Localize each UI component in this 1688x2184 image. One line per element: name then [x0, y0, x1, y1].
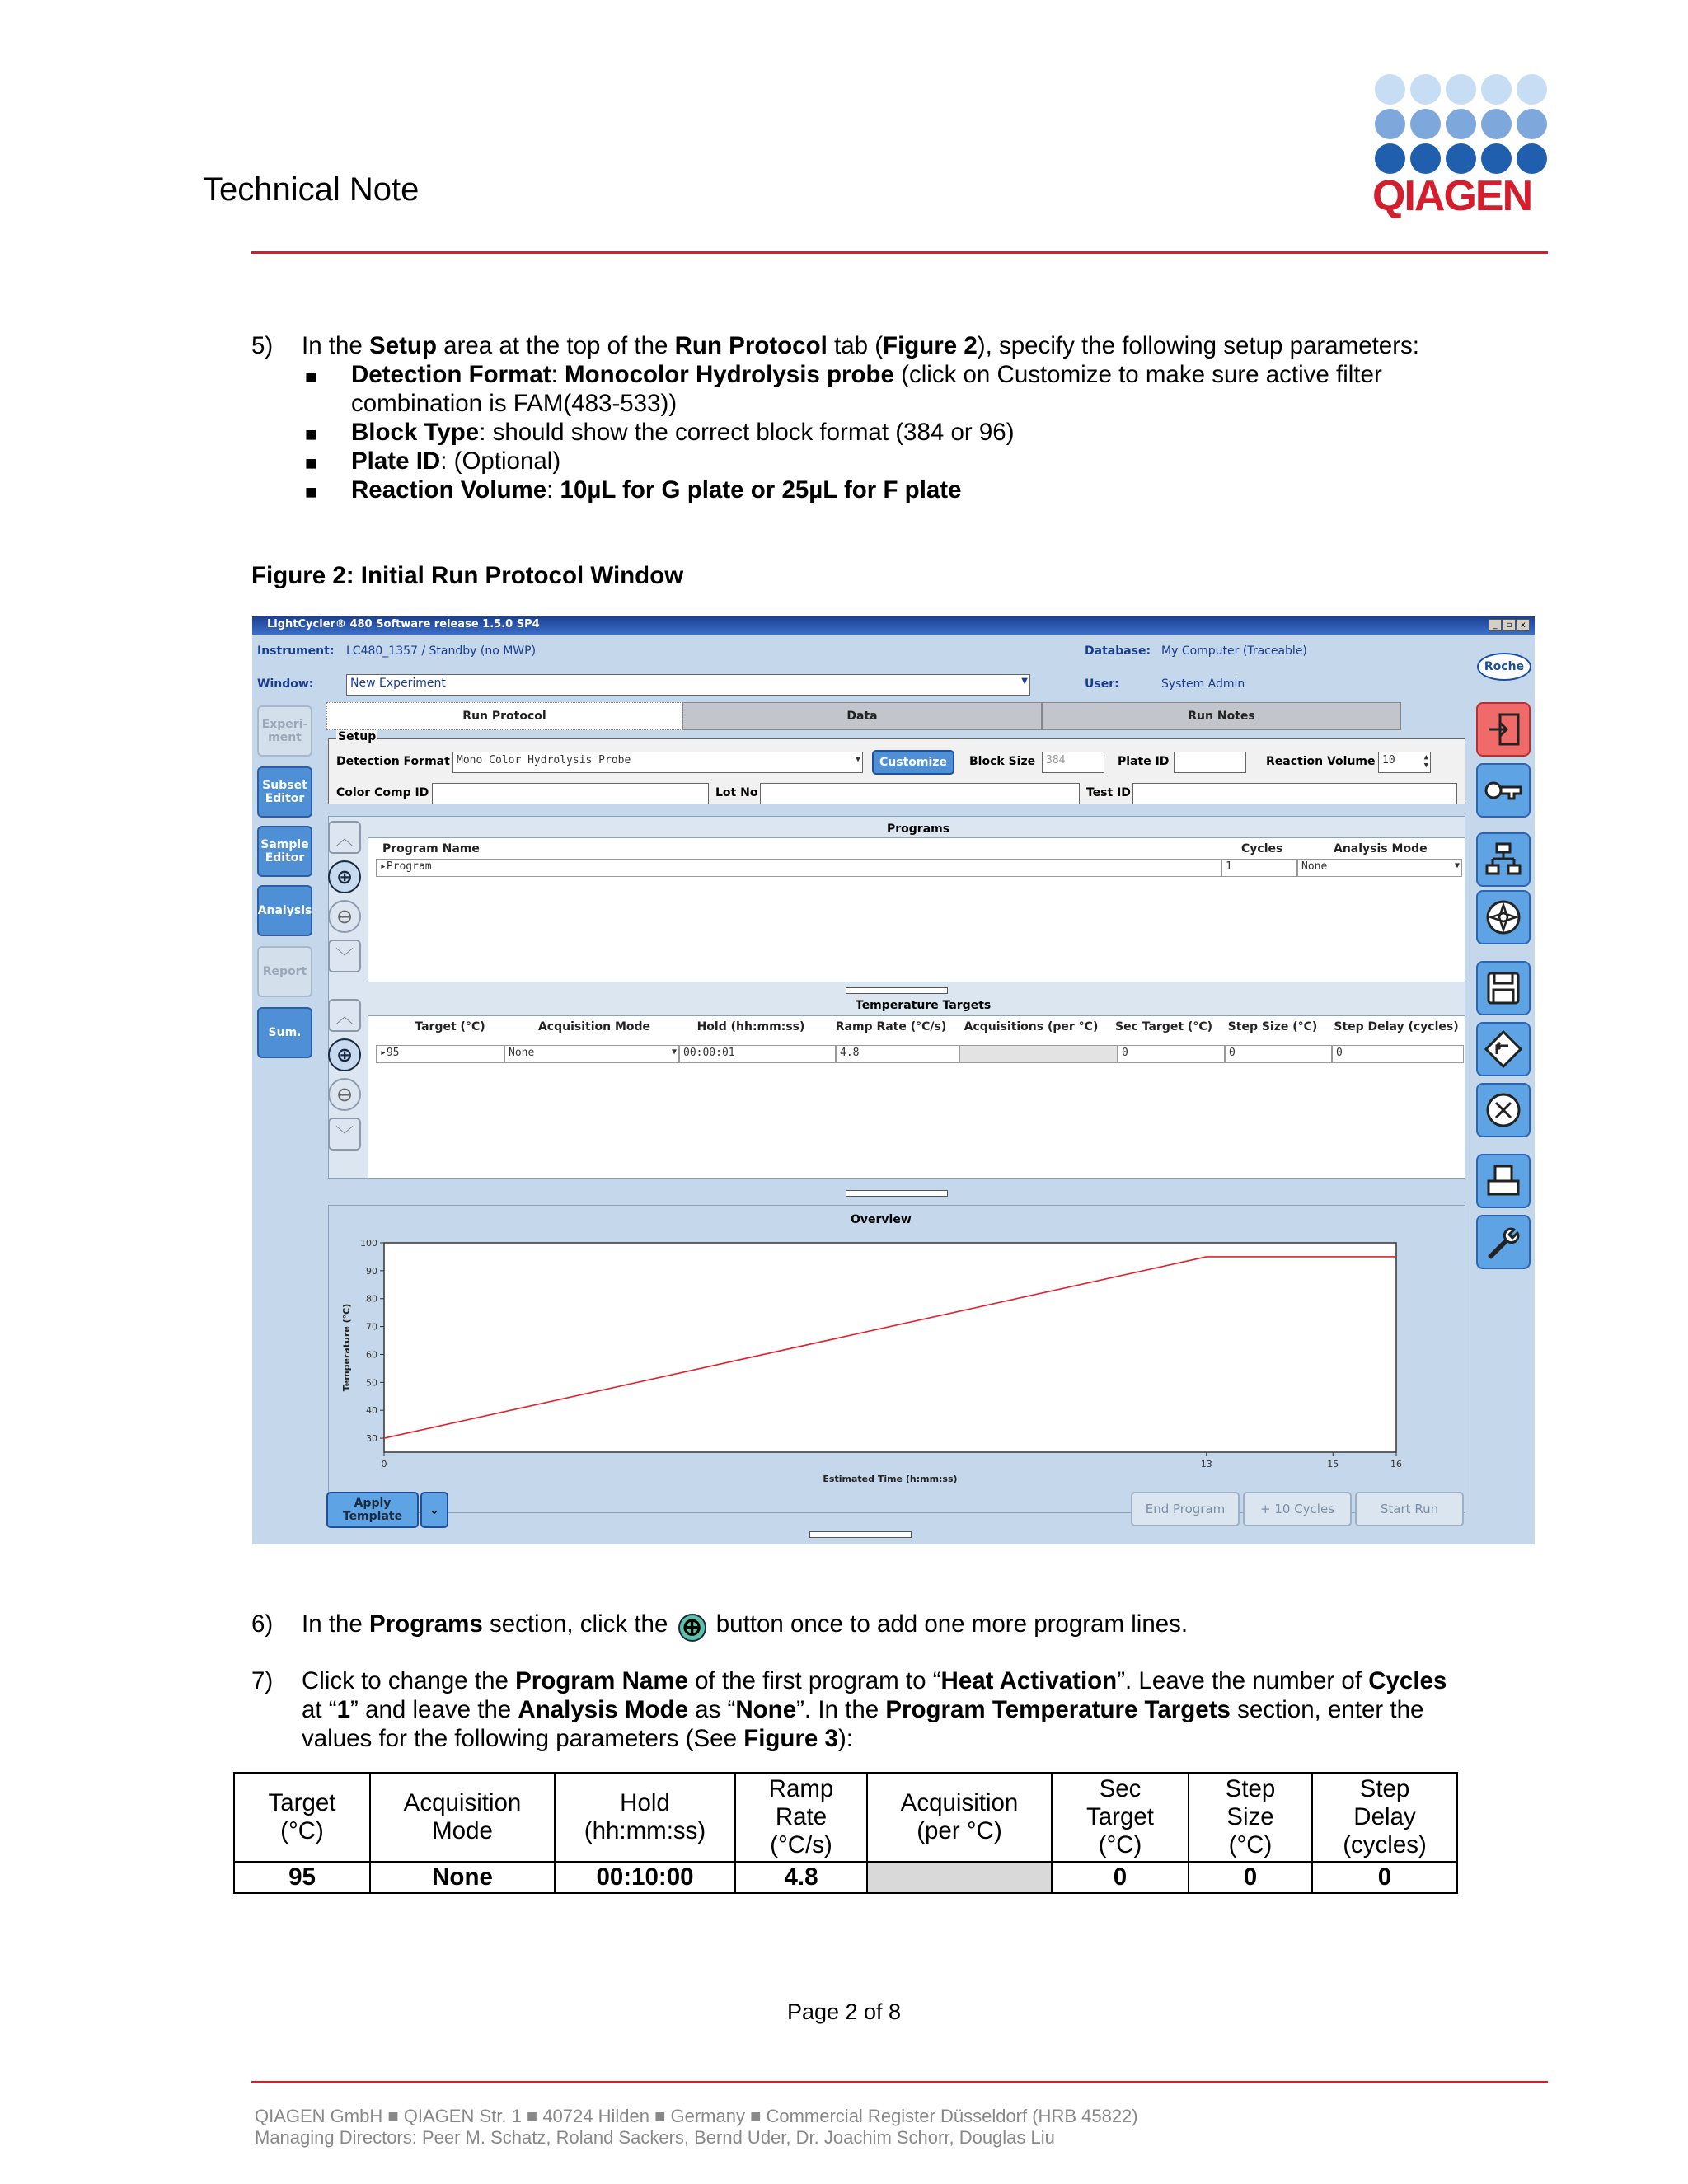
- footer-line-2: Managing Directors: Peer M. Schatz, Roland Sackers, Bernd Uder, Dr. Joachim Schorr, Douglas Liu: [255, 2127, 1055, 2148]
- table-cell: 0: [1052, 1862, 1189, 1893]
- programs-header-name: Program Name: [382, 842, 480, 855]
- user-value: System Admin: [1161, 677, 1245, 691]
- apply-icon[interactable]: [1476, 1022, 1531, 1076]
- targets-header: Ramp Rate (°C/s): [835, 1020, 947, 1033]
- logo-dot: [1375, 143, 1405, 174]
- step-5: [0, 331, 1688, 521]
- minimize-button[interactable]: _: [1489, 619, 1502, 631]
- page-number: Page 2 of 8: [786, 1999, 902, 2024]
- targets-header: Acquisitions (per °C): [964, 1020, 1099, 1033]
- y-tick-label: 50: [366, 1377, 377, 1389]
- table-cell: [867, 1862, 1052, 1893]
- figure-caption: Figure 2: Initial Run Protocol Window: [251, 562, 684, 589]
- lot-no-label: Lot No: [715, 786, 758, 799]
- instrument-label: Instrument:: [257, 644, 335, 658]
- user-label: User:: [1085, 677, 1119, 691]
- table-header: Ramp Rate (°C/s): [735, 1773, 867, 1862]
- qiagen-logo: QIAGEN: [1372, 172, 1532, 220]
- compass-icon[interactable]: [1476, 890, 1531, 944]
- step-number: 6): [251, 1610, 274, 1638]
- sidebar-report[interactable]: Report: [257, 946, 312, 997]
- plate-id-input[interactable]: [1174, 752, 1246, 773]
- step-number: 5): [251, 332, 274, 359]
- plate-layout-icon[interactable]: [1476, 832, 1531, 887]
- program-cycles-cell[interactable]: 1: [1221, 859, 1297, 877]
- logo-dot: [1517, 109, 1547, 139]
- bullet-icon: ■: [305, 366, 317, 388]
- table-header: Hold (hh:mm:ss): [555, 1773, 735, 1862]
- wrench-icon[interactable]: [1476, 1215, 1531, 1269]
- color-comp-label: Color Comp ID: [336, 786, 429, 799]
- splitter-handle[interactable]: [846, 1190, 948, 1197]
- reaction-volume-label: Reaction Volume: [1266, 755, 1376, 768]
- bullet-icon: ■: [305, 424, 317, 446]
- header-rule: [251, 251, 1548, 254]
- logo-dot: [1446, 109, 1476, 139]
- overview-chart: [328, 1228, 1465, 1513]
- logo-dot: [1517, 143, 1547, 174]
- logo-dot: [1481, 109, 1512, 139]
- targets-header: Step Size (°C): [1227, 1020, 1318, 1033]
- table-cell: 0: [1189, 1862, 1312, 1893]
- y-tick-label: 30: [366, 1433, 377, 1445]
- step-6-text: In the Programs section, click the ⊕ button once to add one more program lines.: [302, 1610, 1189, 1641]
- maximize-button[interactable]: ▫: [1503, 619, 1516, 631]
- remove-target-icon[interactable]: ⊖: [328, 1078, 361, 1111]
- plus-10-cycles-button[interactable]: + 10 Cycles: [1243, 1492, 1352, 1526]
- table-cell: None: [370, 1862, 555, 1893]
- programs-header-cycles: Cycles: [1241, 842, 1283, 855]
- stepper-icon: ▲ ▼: [1423, 753, 1428, 770]
- sidebar-sample-editor[interactable]: Sample Editor: [257, 826, 312, 877]
- setup-legend: Setup: [338, 730, 377, 743]
- app-title: LightCycler® 480 Software release 1.5.0 SP4: [267, 618, 540, 630]
- sidebar-analysis[interactable]: Analysis: [257, 885, 312, 936]
- step-7-text: Click to change the Program Name of the first program to “Heat Activation”. Leave the number of Cycles at “1” and leave the Analysis Mode as “None”. In the Program Temperature Targets section, enter the values for the following parameters (See Figure 3):: [302, 1667, 1447, 1752]
- targets-header: Target (°C): [415, 1020, 485, 1033]
- remove-program-icon[interactable]: ⊖: [328, 900, 361, 933]
- targets-header: Step Delay (cycles): [1334, 1020, 1459, 1033]
- x-tick-label: 0: [381, 1459, 387, 1469]
- x-axis-label: Estimated Time (h:mm:ss): [823, 1474, 958, 1484]
- target-cell[interactable]: ▸95: [376, 1045, 504, 1063]
- table-header: Target (°C): [234, 1773, 370, 1862]
- step-7: [0, 1666, 1688, 1757]
- app-titlebar: [252, 616, 1535, 635]
- move-up-icon[interactable]: ︿: [328, 821, 361, 854]
- logo-dot: [1375, 109, 1405, 139]
- table-cell: 95: [234, 1862, 370, 1893]
- step-size-cell[interactable]: 0: [1225, 1045, 1332, 1063]
- move-down-icon[interactable]: ﹀: [328, 1118, 361, 1151]
- save-icon[interactable]: [1476, 961, 1531, 1015]
- lightcycler-screenshot: [252, 616, 1535, 1544]
- database-label: Database:: [1085, 644, 1151, 658]
- ramp-rate-cell[interactable]: 4.8: [836, 1045, 959, 1063]
- logo-dot: [1446, 74, 1476, 105]
- chevron-down-icon: ▼: [671, 1047, 677, 1057]
- targets-header: Hold (hh:mm:ss): [696, 1020, 805, 1033]
- logo-dot: [1410, 109, 1441, 139]
- temperature-targets-title: Temperature Targets: [856, 999, 992, 1012]
- splitter-handle[interactable]: [809, 1531, 912, 1538]
- block-size-field: 384: [1042, 752, 1104, 773]
- detection-format-select[interactable]: Mono Color Hydrolysis Probe ▼: [452, 752, 863, 773]
- move-down-icon[interactable]: ﹀: [328, 940, 361, 972]
- chevron-down-icon: ▼: [855, 755, 860, 764]
- hold-cell[interactable]: 00:00:01: [679, 1045, 836, 1063]
- plot-area: [384, 1243, 1396, 1452]
- add-program-icon[interactable]: ⊕: [328, 860, 361, 893]
- table-cell: 4.8: [735, 1862, 867, 1893]
- y-tick-label: 60: [366, 1349, 377, 1361]
- parameter-table: [233, 1772, 1458, 1894]
- lot-no-input[interactable]: [760, 783, 1080, 804]
- move-up-icon[interactable]: ︿: [328, 999, 361, 1032]
- window-select[interactable]: New Experiment ▼: [346, 674, 1030, 696]
- y-tick-label: 40: [366, 1405, 377, 1417]
- y-tick-label: 80: [366, 1293, 377, 1305]
- sidebar-summary[interactable]: Sum.: [257, 1007, 312, 1058]
- targets-header: Acquisition Mode: [537, 1020, 651, 1033]
- window-label: Window:: [257, 677, 314, 691]
- acquisitions-cell: [959, 1045, 1118, 1063]
- program-mode-cell[interactable]: None ▼: [1297, 859, 1462, 877]
- step-5-intro: In the Setup area at the top of the Run Protocol tab (Figure 2), specify the following setup parameters:: [302, 332, 1419, 359]
- overview-title: Overview: [851, 1213, 912, 1226]
- table-cell: 00:10:00: [555, 1862, 735, 1893]
- exit-icon[interactable]: [1476, 702, 1531, 757]
- plate-id-label: Plate ID: [1118, 755, 1170, 768]
- logo-dot: [1410, 74, 1441, 105]
- tab-data[interactable]: Data: [682, 702, 1042, 730]
- table-header: Acquisition Mode: [370, 1773, 555, 1862]
- y-tick-label: 90: [366, 1265, 377, 1277]
- logo-dot: [1375, 74, 1405, 105]
- y-tick-label: 70: [366, 1321, 377, 1333]
- cancel-icon[interactable]: [1476, 1083, 1531, 1137]
- instrument-value: LC480_1357 / Standby (no MWP): [346, 644, 537, 658]
- end-program-button[interactable]: End Program: [1131, 1492, 1240, 1526]
- key-icon[interactable]: [1476, 763, 1531, 818]
- customize-button[interactable]: Customize: [872, 750, 954, 775]
- x-tick-label: 15: [1327, 1459, 1339, 1469]
- footer-line-1: QIAGEN GmbH ■ QIAGEN Str. 1 ■ 40724 Hilden ■ Germany ■ Commercial Register Düsseldorf (HRB 45822): [255, 2106, 1138, 2126]
- close-button[interactable]: x: [1517, 619, 1530, 631]
- template-dropdown-icon[interactable]: ⌄: [420, 1492, 448, 1528]
- sec-target-cell[interactable]: 0: [1118, 1045, 1225, 1063]
- chevron-down-icon: ▼: [1454, 861, 1460, 870]
- add-icon: ⊕: [678, 1614, 706, 1642]
- table-header: Step Delay (cycles): [1312, 1773, 1457, 1862]
- add-target-icon[interactable]: ⊕: [328, 1038, 361, 1071]
- chevron-down-icon: ▼: [1021, 677, 1028, 686]
- table-header: Acquisition (per °C): [867, 1773, 1052, 1862]
- sidebar-subset-editor[interactable]: Subset Editor: [257, 766, 312, 818]
- detection-format-label: Detection Format: [336, 755, 450, 768]
- acquisition-mode-cell[interactable]: None ▼: [504, 1045, 679, 1063]
- y-axis-label: Temperature (°C): [341, 1303, 352, 1392]
- step-number: 7): [251, 1667, 274, 1694]
- step-delay-cell[interactable]: 0: [1332, 1045, 1464, 1063]
- apply-template-button[interactable]: Apply Template: [326, 1492, 419, 1528]
- print-icon[interactable]: [1476, 1154, 1531, 1208]
- document-title: Technical Note: [203, 171, 420, 208]
- step-6: [0, 1610, 1688, 1643]
- database-value: My Computer (Traceable): [1161, 644, 1307, 658]
- program-name-cell[interactable]: ▸Program: [376, 859, 1221, 877]
- targets-header: Sec Target (°C): [1114, 1020, 1212, 1033]
- start-run-button[interactable]: Start Run: [1355, 1492, 1464, 1526]
- x-tick-label: 16: [1390, 1459, 1402, 1469]
- bullet-icon: ■: [305, 452, 317, 475]
- y-tick-label: 100: [360, 1238, 377, 1249]
- bullet-reaction-volume: Reaction Volume: 10µL for G plate or 25µL for F plate: [351, 476, 962, 504]
- test-id-input[interactable]: [1132, 783, 1457, 804]
- bullet-block-type: Block Type: should show the correct block format (384 or 96): [351, 419, 1015, 446]
- reaction-volume-stepper[interactable]: 10 ▲ ▼: [1378, 752, 1431, 773]
- logo-dot: [1446, 143, 1476, 174]
- color-comp-input[interactable]: [432, 783, 709, 804]
- tab-run-protocol[interactable]: Run Protocol: [326, 702, 682, 730]
- test-id-label: Test ID: [1086, 786, 1131, 799]
- bullet-plate-id: Plate ID: (Optional): [351, 448, 561, 475]
- x-tick-label: 13: [1200, 1459, 1212, 1469]
- bullet-detection-format: Detection Format: Monocolor Hydrolysis probe (click on Customize to make sure active filter combination is FAM(483-533)): [351, 361, 1382, 417]
- logo-dot: [1517, 74, 1547, 105]
- tab-run-notes[interactable]: Run Notes: [1042, 702, 1401, 730]
- table-cell: 0: [1312, 1862, 1457, 1893]
- bullet-icon: ■: [305, 481, 317, 504]
- sidebar-experiment[interactable]: Experi- ment: [257, 705, 312, 757]
- table-header: Sec Target (°C): [1052, 1773, 1189, 1862]
- block-size-label: Block Size: [969, 755, 1036, 768]
- logo-dot: [1410, 143, 1441, 174]
- footer-rule: [251, 2081, 1548, 2083]
- splitter-handle[interactable]: [846, 987, 948, 994]
- row-pointer-icon: ▸: [380, 860, 387, 873]
- programs-title: Programs: [887, 823, 950, 836]
- logo-dot: [1481, 74, 1512, 105]
- row-pointer-icon: ▸: [380, 1047, 387, 1059]
- logo-dot: [1481, 143, 1512, 174]
- programs-header-mode: Analysis Mode: [1334, 842, 1428, 855]
- roche-logo: Roche: [1477, 653, 1531, 681]
- targets-table: [368, 1015, 1465, 1179]
- table-header: Step Size (°C): [1189, 1773, 1312, 1862]
